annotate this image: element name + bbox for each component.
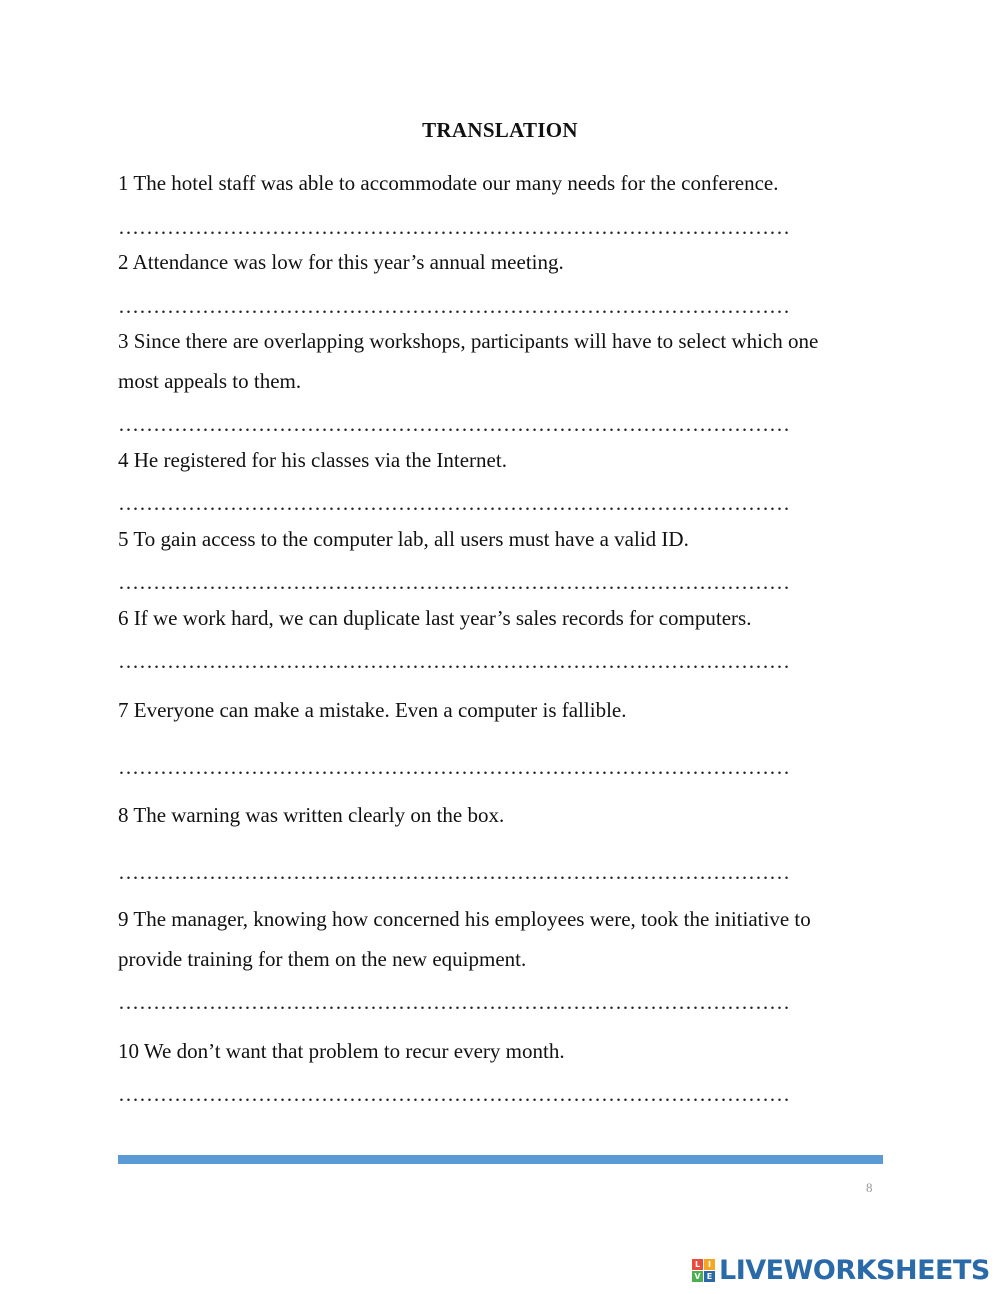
question-4-text: 4 He registered for his classes via the Internet. <box>118 448 507 472</box>
question-8-text: 8 The warning was written clearly on the box. <box>118 803 505 827</box>
answer-line-2[interactable]: …………………………………………………………………………………… <box>118 294 790 318</box>
answer-line-5[interactable]: …………………………………………………………………………………… <box>118 570 790 594</box>
liveworksheets-logo-text: LIVEWORKSHEETS <box>719 1254 990 1286</box>
answer-line-3[interactable]: …………………………………………………………………………………… <box>118 412 790 436</box>
answer-line-9[interactable]: …………………………………………………………………………………… <box>118 990 790 1014</box>
question-7-text: 7 Everyone can make a mistake. Even a computer is fallible. <box>118 698 627 722</box>
logo-block-l: L <box>692 1259 703 1270</box>
worksheet-title: TRANSLATION <box>422 118 578 142</box>
logo-block-e: E <box>704 1271 715 1282</box>
question-6-text: 6 If we work hard, we can duplicate last year’s sales records for computers. <box>118 606 752 630</box>
question-9-text-line-1: 9 The manager, knowing how concerned his employees were, took the initiative to <box>118 907 811 931</box>
logo-block-v: V <box>692 1271 703 1282</box>
answer-line-8[interactable]: …………………………………………………………………………………… <box>118 860 790 884</box>
answer-line-7[interactable]: …………………………………………………………………………………… <box>118 755 790 779</box>
answer-line-6[interactable]: …………………………………………………………………………………… <box>118 649 790 673</box>
page-number: 8 <box>866 1180 873 1195</box>
liveworksheets-logo-icon <box>692 1259 715 1282</box>
answer-line-1[interactable]: …………………………………………………………………………………… <box>118 215 790 239</box>
question-9-text-line-2: provide training for them on the new equipment. <box>118 947 527 971</box>
answer-line-10[interactable]: …………………………………………………………………………………… <box>118 1082 790 1106</box>
question-3-text-line-2: most appeals to them. <box>118 369 302 393</box>
footer-rule <box>118 1155 883 1164</box>
question-5-text: 5 To gain access to the computer lab, all users must have a valid ID. <box>118 527 689 551</box>
question-1-text: 1 The hotel staff was able to accommodate our many needs for the conference. <box>118 171 779 195</box>
question-2-text: 2 Attendance was low for this year’s annual meeting. <box>118 250 564 274</box>
answer-line-4[interactable]: …………………………………………………………………………………… <box>118 491 790 515</box>
question-3-text-line-1: 3 Since there are overlapping workshops, participants will have to select which one <box>118 329 819 353</box>
logo-block-i: I <box>704 1259 715 1270</box>
liveworksheets-logo[interactable] <box>692 1254 990 1286</box>
question-10-text: 10 We don’t want that problem to recur every month. <box>118 1039 565 1063</box>
